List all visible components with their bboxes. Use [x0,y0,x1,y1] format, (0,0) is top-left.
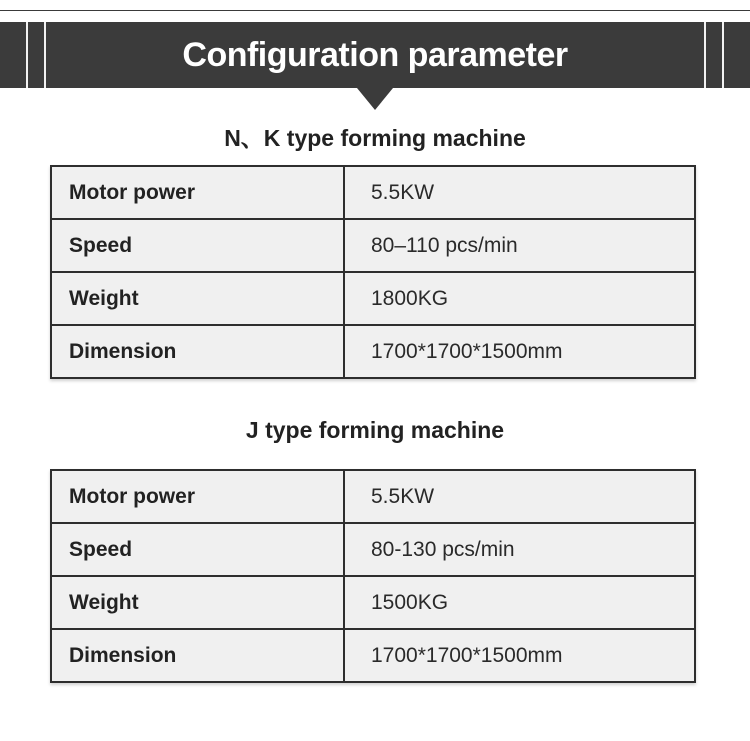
page-title: Configuration parameter [182,36,568,74]
table-row [51,523,695,576]
row-label: Motor power [51,470,344,523]
section-title-j: J type forming machine [245,417,505,443]
spec-table-nk [50,165,696,379]
table-row [51,272,695,325]
table-row [51,576,695,629]
banner-pointer [357,88,393,110]
table-row [51,219,695,272]
table-row [51,629,695,682]
row-value: 1500KG [344,576,695,629]
table-row [51,470,695,523]
row-label: Weight [51,272,344,325]
row-value: 5.5KW [344,166,695,219]
row-label: Dimension [51,629,344,682]
row-value: 80–110 pcs/min [344,219,695,272]
row-value: 80-130 pcs/min [344,523,695,576]
row-label: Weight [51,576,344,629]
row-value: 1700*1700*1500mm [344,325,695,378]
table-row [51,325,695,378]
header-banner [0,22,750,88]
row-value: 1700*1700*1500mm [344,629,695,682]
row-label: Dimension [51,325,344,378]
row-label: Speed [51,219,344,272]
row-value: 1800KG [344,272,695,325]
row-label: Speed [51,523,344,576]
spec-table-j [50,469,696,683]
row-label: Motor power [51,166,344,219]
top-divider [0,10,750,11]
section-title-nk: N、K type forming machine [224,125,526,151]
table-row [51,166,695,219]
row-value: 5.5KW [344,470,695,523]
